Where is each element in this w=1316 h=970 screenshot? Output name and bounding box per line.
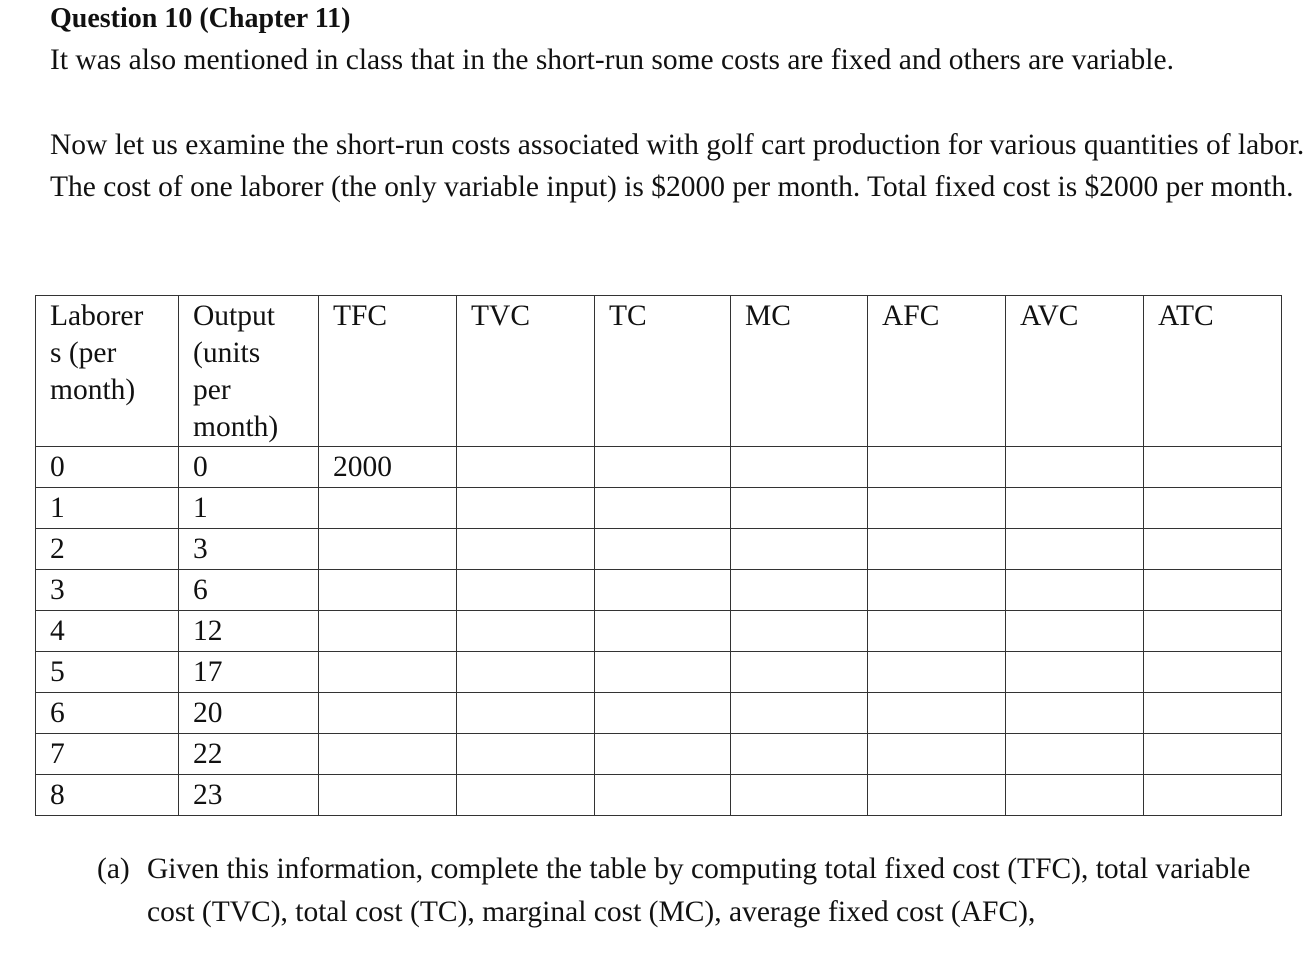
table-cell (868, 570, 1006, 611)
table-cell (457, 570, 595, 611)
table-cell (595, 570, 731, 611)
column-header-line: MC (745, 300, 791, 332)
table-cell (868, 693, 1006, 734)
table-cell (595, 611, 731, 652)
table-cell: 6 (179, 570, 319, 611)
column-header-line: Laborer (50, 300, 144, 332)
table-cell: 0 (179, 447, 319, 488)
table-cell (1006, 611, 1144, 652)
table-cell (1144, 529, 1282, 570)
intro-text: It was also mentioned in class that in the short-run some costs are fixed and others are variable. (50, 44, 1174, 76)
column-header (1144, 296, 1282, 447)
table-cell (731, 611, 868, 652)
table-cell: 1 (179, 488, 319, 529)
table-cell (868, 488, 1006, 529)
table-cell (868, 611, 1006, 652)
table-cell (319, 611, 457, 652)
table-cell (1144, 734, 1282, 775)
table-cell: 17 (179, 652, 319, 693)
table-cell: 3 (36, 570, 179, 611)
table-cell (319, 693, 457, 734)
table-row (36, 693, 1282, 734)
table-cell (457, 529, 595, 570)
column-header (595, 296, 731, 447)
table-cell: 23 (179, 775, 319, 816)
table-cell: 7 (36, 734, 179, 775)
table-cell (1006, 529, 1144, 570)
table-cell (1006, 693, 1144, 734)
question-title: Question 10 (Chapter 11) (50, 3, 351, 34)
column-header-line: Output (193, 300, 275, 332)
column-header-line: month) (193, 411, 279, 443)
column-header (179, 296, 319, 447)
table-cell: 2000 (319, 447, 457, 488)
table-cell: 3 (179, 529, 319, 570)
table-cell (457, 775, 595, 816)
table-cell (457, 734, 595, 775)
table-cell (731, 570, 868, 611)
table-cell (457, 652, 595, 693)
table-cell (868, 652, 1006, 693)
table-cell (595, 488, 731, 529)
table-cell (319, 570, 457, 611)
table-cell (595, 652, 731, 693)
table-cell (1144, 652, 1282, 693)
table-cell (868, 734, 1006, 775)
column-header (1006, 296, 1144, 447)
table-cell (868, 447, 1006, 488)
table-cell (457, 611, 595, 652)
column-header-line: s (per (50, 337, 117, 369)
question-a-label: (a) (97, 853, 130, 885)
table-cell (595, 447, 731, 488)
table-cell (1144, 693, 1282, 734)
column-header (731, 296, 868, 447)
column-header-line: AVC (1020, 300, 1079, 332)
table-cell (595, 693, 731, 734)
table-row (36, 447, 1282, 488)
table-cell (319, 529, 457, 570)
table-cell (1006, 734, 1144, 775)
column-header-line: TC (609, 300, 647, 332)
column-header-line: per (193, 374, 231, 406)
problem-paragraph: Now let us examine the short-run costs associated with golf cart production for various quantities of labor. The cost of one laborer (the only variable input) is $2000 per month. Total fixed cost is $2000 per month. (50, 129, 1305, 203)
table-row (36, 570, 1282, 611)
table-cell (868, 775, 1006, 816)
table-cell (1144, 775, 1282, 816)
table-cell: 6 (36, 693, 179, 734)
table-cell (1144, 611, 1282, 652)
table-cell (868, 529, 1006, 570)
table-row (36, 775, 1282, 816)
table-cell (731, 529, 868, 570)
table-cell (319, 775, 457, 816)
table-cell (1006, 775, 1144, 816)
table-cell: 22 (179, 734, 319, 775)
table-cell: 8 (36, 775, 179, 816)
table-row (36, 529, 1282, 570)
table-cell: 0 (36, 447, 179, 488)
column-header-line: (units (193, 337, 261, 369)
table-cell (731, 734, 868, 775)
table-cell (595, 529, 731, 570)
table-cell (319, 488, 457, 529)
column-header (319, 296, 457, 447)
table-header-row (36, 296, 1282, 447)
column-header (36, 296, 179, 447)
table-cell (1144, 447, 1282, 488)
table-cell (595, 775, 731, 816)
table-cell (1006, 570, 1144, 611)
table-cell (731, 693, 868, 734)
column-header (457, 296, 595, 447)
table-cell (319, 652, 457, 693)
column-header-line: TFC (333, 300, 388, 332)
table-cell (731, 447, 868, 488)
table-cell (457, 488, 595, 529)
table-cell (731, 775, 868, 816)
table-cell (319, 734, 457, 775)
table-row (36, 652, 1282, 693)
table-cell: 2 (36, 529, 179, 570)
table-cell (731, 488, 868, 529)
column-header-line: AFC (882, 300, 940, 332)
table-cell: 5 (36, 652, 179, 693)
column-header-line: ATC (1158, 300, 1214, 332)
column-header-line: month) (50, 374, 136, 406)
table-cell (1006, 447, 1144, 488)
table-cell (1144, 570, 1282, 611)
table-cell: 4 (36, 611, 179, 652)
table-cell (731, 652, 868, 693)
table-row (36, 734, 1282, 775)
question-a-text: Given this information, complete the table by computing total fixed cost (TFC), total variable cost (TVC), total cost (TC), marginal cost (MC), average fixed cost (AFC), (147, 853, 1251, 928)
table-cell: 20 (179, 693, 319, 734)
table-cell (457, 447, 595, 488)
table-cell (457, 693, 595, 734)
column-header (868, 296, 1006, 447)
table-cell: 12 (179, 611, 319, 652)
table-cell (1144, 488, 1282, 529)
cost-table (35, 295, 1282, 816)
table-row (36, 488, 1282, 529)
table-cell: 1 (36, 488, 179, 529)
column-header-line: TVC (471, 300, 530, 332)
table-cell (595, 734, 731, 775)
table-cell (1006, 488, 1144, 529)
table-cell (1006, 652, 1144, 693)
table-row (36, 611, 1282, 652)
